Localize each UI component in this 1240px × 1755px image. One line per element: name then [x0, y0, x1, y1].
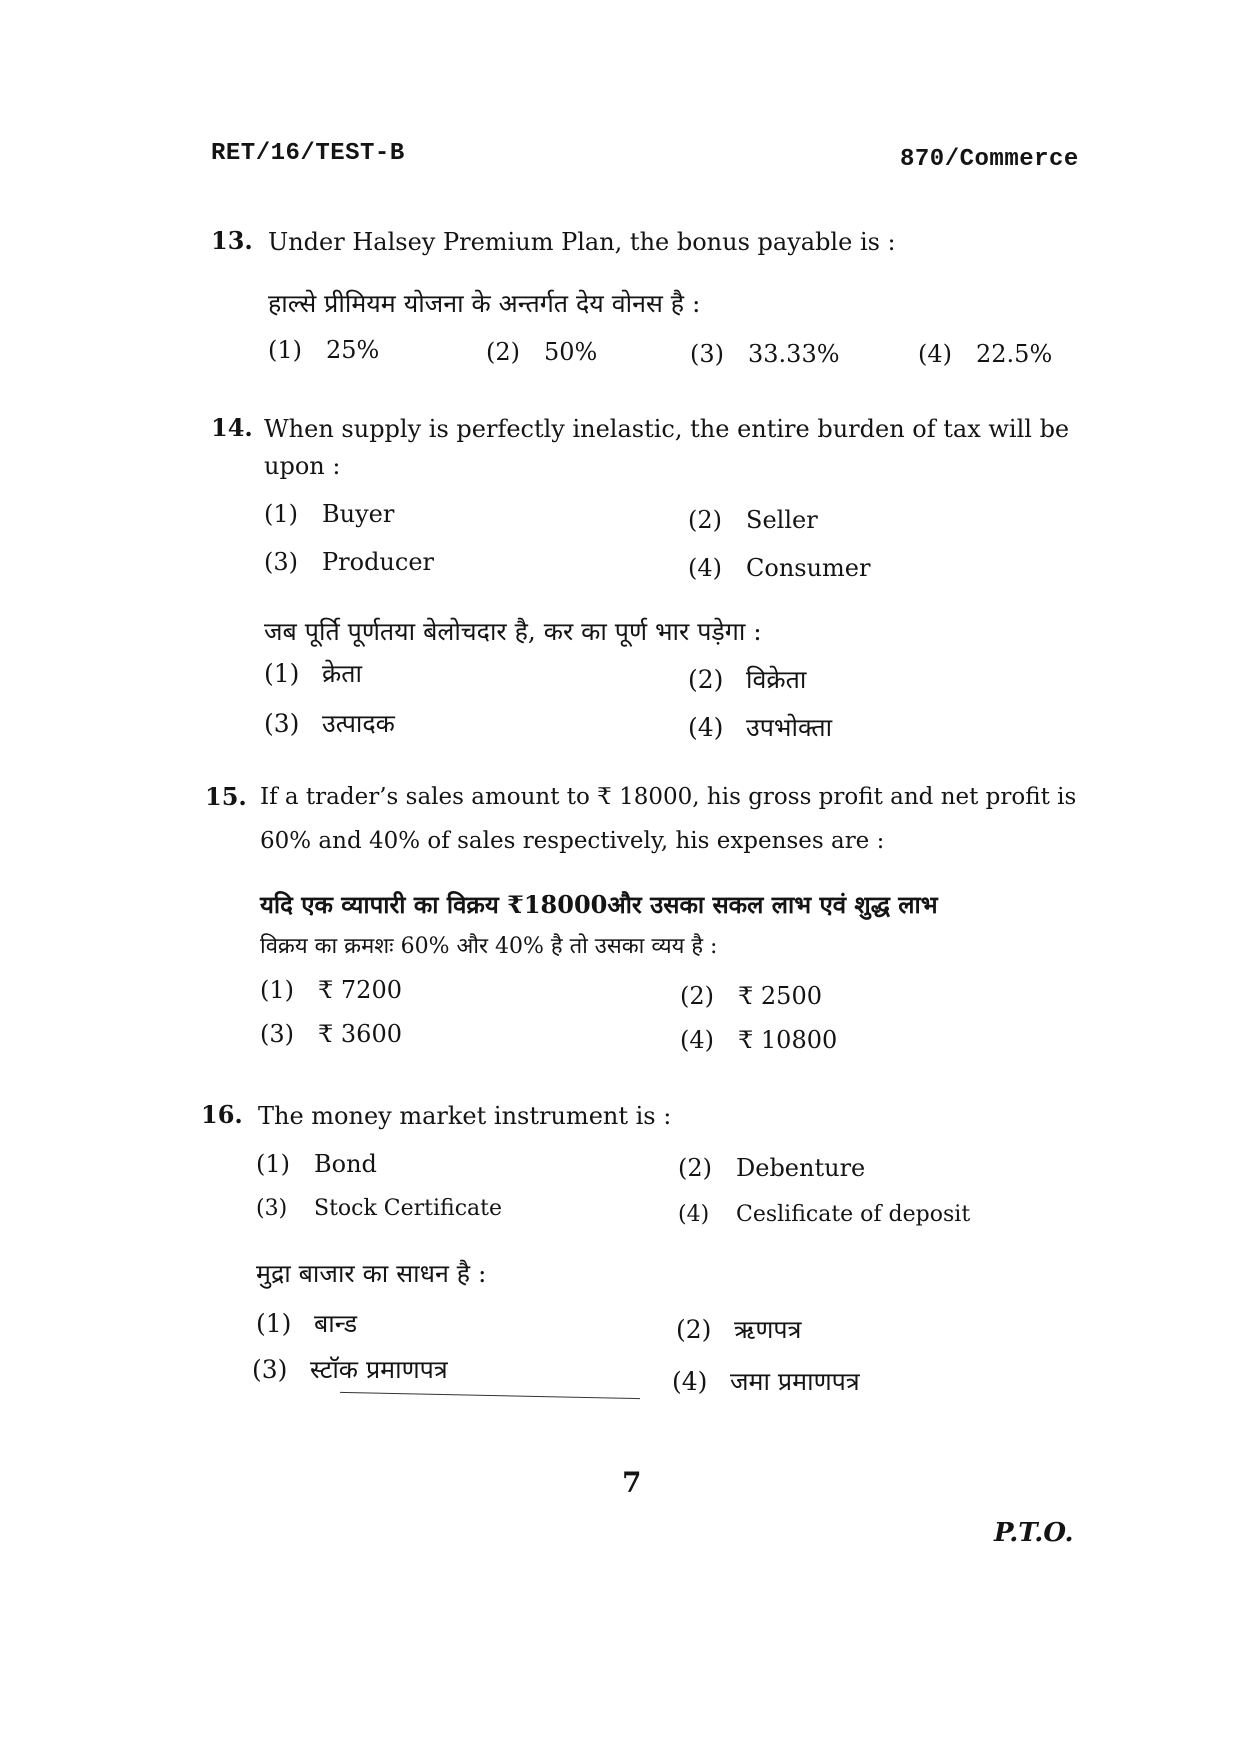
pen-underline-mark [340, 1392, 640, 1399]
question-14-number: 14. [211, 413, 253, 442]
q16-option-3-hi: (3) स्टॉक प्रमाणपत्र [252, 1355, 448, 1384]
question-13-number: 13. [211, 226, 253, 255]
q16-option-2-hi: (2) ऋणपत्र [676, 1315, 802, 1344]
q14-option-4-en: (4) Consumer [688, 554, 871, 582]
q13-option-1: (1) 25% [268, 336, 380, 364]
question-15-text-hi-line1: यदि एक व्यापारी का विक्रय ₹18000और उसका सकल लाभ एवं शुद्ध लाभ [260, 890, 938, 919]
q16-option-1-en: (1) Bond [256, 1150, 377, 1178]
q16-option-3-en: (3) Stock Certificate [256, 1196, 503, 1221]
q14-option-4-hi: (4) उपभोक्ता [688, 713, 833, 742]
q13-option-2: (2) 50% [486, 338, 598, 366]
q16-option-1-hi: (1) बान्ड [256, 1309, 358, 1338]
q16-option-4-hi: (4) जमा प्रमाणपत्र [672, 1367, 860, 1396]
question-16-text-hi: मुद्रा बाजार का साधन है : [256, 1259, 487, 1288]
q15-option-4: (4) ₹ 10800 [680, 1026, 838, 1054]
q15-option-1: (1) ₹ 7200 [260, 976, 402, 1004]
q14-option-1-hi: (1) क्रेता [264, 659, 362, 688]
question-15-text-hi-line2: विक्रय का क्रमशः 60% और 40% है तो उसका व्यय है : [260, 934, 718, 959]
question-16-text-en: The money market instrument is : [258, 1102, 672, 1130]
header-right: 870/Commerce [900, 146, 1079, 173]
question-13-text-hi: हाल्से प्रीमियम योजना के अन्तर्गत देय वोनस है : [268, 289, 701, 318]
page-number: 7 [622, 1466, 642, 1499]
q14-option-2-hi: (2) विक्रेता [688, 665, 807, 694]
question-15-text-en-line1: If a trader’s sales amount to ₹ 18000, his gross profit and net profit is [260, 784, 1077, 810]
question-14-text-en-line1: When supply is perfectly inelastic, the entire burden of tax will be [264, 415, 1070, 443]
q15-option-3: (3) ₹ 3600 [260, 1020, 402, 1048]
header-left: RET/16/TEST-B [211, 140, 405, 167]
question-14-text-en-line2: upon : [264, 452, 341, 480]
question-16-number: 16. [201, 1100, 243, 1129]
q16-option-4-en: (4) Ceslificate of deposit [678, 1202, 971, 1227]
q14-option-3-hi: (3) उत्पादक [264, 709, 395, 738]
q15-option-2: (2) ₹ 2500 [680, 982, 822, 1010]
q14-option-1-en: (1) Buyer [264, 500, 395, 528]
q13-option-4: (4) 22.5% [918, 340, 1053, 368]
question-14-text-hi: जब पूर्ति पूर्णतया बेलोचदार है, कर का पूर्ण भार पड़ेगा : [264, 617, 762, 646]
q14-option-3-en: (3) Producer [264, 548, 435, 576]
q16-option-2-en: (2) Debenture [678, 1154, 866, 1182]
question-13-text-en: Under Halsey Premium Plan, the bonus payable is : [268, 228, 896, 256]
q14-option-2-en: (2) Seller [688, 506, 818, 534]
q13-option-3: (3) 33.33% [690, 340, 840, 368]
question-15-number: 15. [205, 782, 247, 811]
question-15-text-en-line2: 60% and 40% of sales respectively, his expenses are : [260, 828, 885, 854]
pto-label: P.T.O. [994, 1518, 1074, 1548]
